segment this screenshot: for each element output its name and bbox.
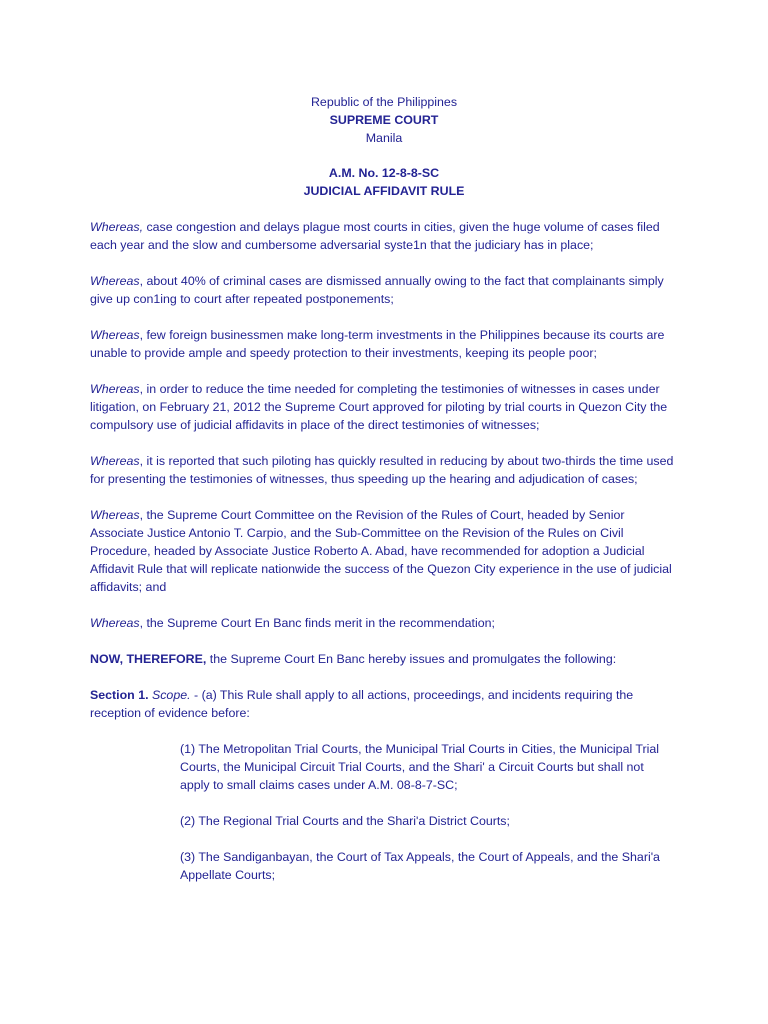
whereas-lead: Whereas — [90, 328, 140, 342]
whereas-lead: Whereas, — [90, 220, 144, 234]
supreme-court-line: SUPREME COURT — [329, 113, 439, 127]
republic-line: Republic of the Philippines — [310, 95, 458, 109]
whereas-paragraph — [90, 452, 680, 488]
rule-name: JUDICIAL AFFIDAVIT RULE — [303, 184, 465, 198]
whereas-paragraph — [90, 614, 680, 632]
whereas-text: , few foreign businessmen make long-term investments in the Philippines because its courts are unable to provide ample and speedy protection to their investments, keeping its people poor; — [90, 328, 665, 360]
section-1-text: - (a) This Rule shall apply to all actions, proceedings, and incidents requiring the reception of evidence before: — [90, 688, 634, 720]
document-title — [0, 164, 768, 200]
scope-heading: Scope. — [148, 688, 191, 702]
whereas-text: , about 40% of criminal cases are dismissed annually owing to the fact that complainants simply give up con1ing to court after repeated postponements; — [90, 274, 664, 306]
whereas-lead: Whereas — [90, 616, 140, 630]
list-item: (2) The Regional Trial Courts and the Shari'a District Courts; — [180, 814, 510, 828]
document-header — [0, 93, 768, 147]
now-therefore-text: the Supreme Court En Banc hereby issues and promulgates the following: — [206, 652, 617, 666]
whereas-text: , it is reported that such piloting has quickly resulted in reducing by about two-thirds the time used for presenting the testimonies of witnesses, thus speeding up the hearing and adjudication of cases; — [90, 454, 674, 486]
whereas-lead: Whereas — [90, 454, 140, 468]
now-therefore-paragraph — [90, 650, 680, 668]
am-number: A.M. No. 12-8-8-SC — [328, 166, 440, 180]
whereas-paragraph — [90, 380, 680, 434]
whereas-text: , the Supreme Court En Banc finds merit in the recommendation; — [139, 616, 495, 630]
whereas-paragraph — [90, 218, 680, 254]
whereas-lead: Whereas — [90, 508, 140, 522]
whereas-paragraph — [90, 272, 680, 308]
whereas-lead: Whereas — [90, 382, 140, 396]
whereas-paragraph — [90, 326, 680, 362]
whereas-text: , the Supreme Court Committee on the Revision of the Rules of Court, headed by Senior Associate Justice Antonio T. Carpio, and the Sub-Committee on the Revision of the Rules on Civil Procedure, headed by Associate Justice Roberto A. Abad, have recommended for adoption a Judicial Affidavit Rule that will replicate nationwide the success of the Quezon City experience in the use of judicial affidavits; and — [90, 508, 672, 594]
whereas-paragraph — [90, 506, 680, 596]
section-1-label: Section 1. — [90, 688, 149, 702]
whereas-text: case congestion and delays plague most courts in cities, given the huge volume of cases filed each year and the slow and cumbersome adversarial syste1n that the judiciary has in place; — [90, 220, 660, 252]
whereas-text: , in order to reduce the time needed for completing the testimonies of witnesses in cases under litigation, on February 21, 2012 the Supreme Court approved for piloting by trial courts in Quezon City the compulsory use of judicial affidavits in place of the direct testimonies of witnesses; — [90, 382, 668, 432]
now-therefore-lead: NOW, THEREFORE, — [90, 652, 207, 666]
list-item: (3) The Sandiganbayan, the Court of Tax Appeals, the Court of Appeals, and the Shari'a Appellate Courts; — [180, 850, 660, 882]
document-body — [90, 218, 680, 902]
section-1-paragraph — [90, 686, 680, 722]
manila-line: Manila — [365, 131, 403, 145]
list-item: (1) The Metropolitan Trial Courts, the Municipal Trial Courts in Cities, the Municipal Trial Courts, the Municipal Circuit Trial Courts, and the Shari' a Circuit Courts but shall not apply to small claims cases under A.M. 08-8-7-SC; — [180, 742, 660, 792]
whereas-lead: Whereas — [90, 274, 140, 288]
